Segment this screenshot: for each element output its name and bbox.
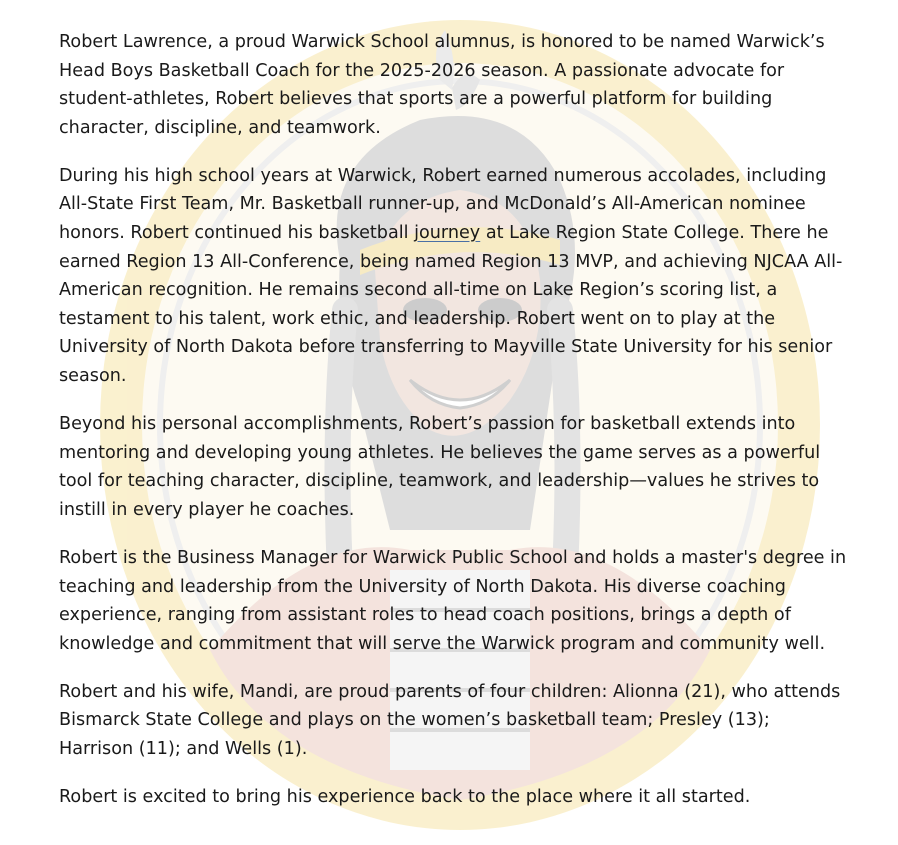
article-body: [59, 28, 849, 831]
paragraph-text: at Lake Region State College. There he earned Region 13 All-Conference, being named Region 13 MVP, and achieving NJCAA All-American recognition. He remains second all-time on Lake Region’s scoring list, a testament to his talent, work ethic, and leadership. Robert went on to play at the University of North Dakota before transferring to Mayville State University for his senior season.: [59, 223, 843, 387]
paragraph-high-school-career: [59, 162, 849, 391]
paragraph-professional: Robert is the Business Manager for Warwick Public School and holds a master's degree in teaching and leadership from the University of North Dakota. His diverse coaching experience, ranging from assistant roles to head coach positions, brings a depth of knowledge and commitment that will serve the Warwick program and community well.: [59, 548, 847, 654]
paragraph-family: Robert and his wife, Mandi, are proud parents of four children: Alionna (21), who attends Bismarck State College and plays on the women’s basketball team; Presley (13); Harrison (11); and Wells (1).: [59, 681, 841, 760]
paragraph-text: During his high school years at Warwick, Robert earned numerous accolades, including All-State First Team, Mr. Basketball runner-up, and McDonald’s All-American nominee honors. Robert continued his basketball: [59, 165, 827, 244]
journey-link[interactable]: journey: [414, 223, 481, 244]
paragraph-mentoring: Beyond his personal accomplishments, Robert’s passion for basketball extends into mentoring and developing young athletes. He believes the game serves as a powerful tool for teaching character, discipline, teamwork, and leadership—values he strives to instill in every player he coaches.: [59, 414, 821, 520]
paragraph-intro: Robert Lawrence, a proud Warwick School alumnus, is honored to be named Warwick’s Head Boys Basketball Coach for the 2025-2026 season. A passionate advocate for student-athletes, Robert believes that sports are a powerful platform for building character, discipline, and teamwork.: [59, 32, 825, 138]
paragraph-closing: Robert is excited to bring his experience back to the place where it all started.: [59, 787, 751, 808]
